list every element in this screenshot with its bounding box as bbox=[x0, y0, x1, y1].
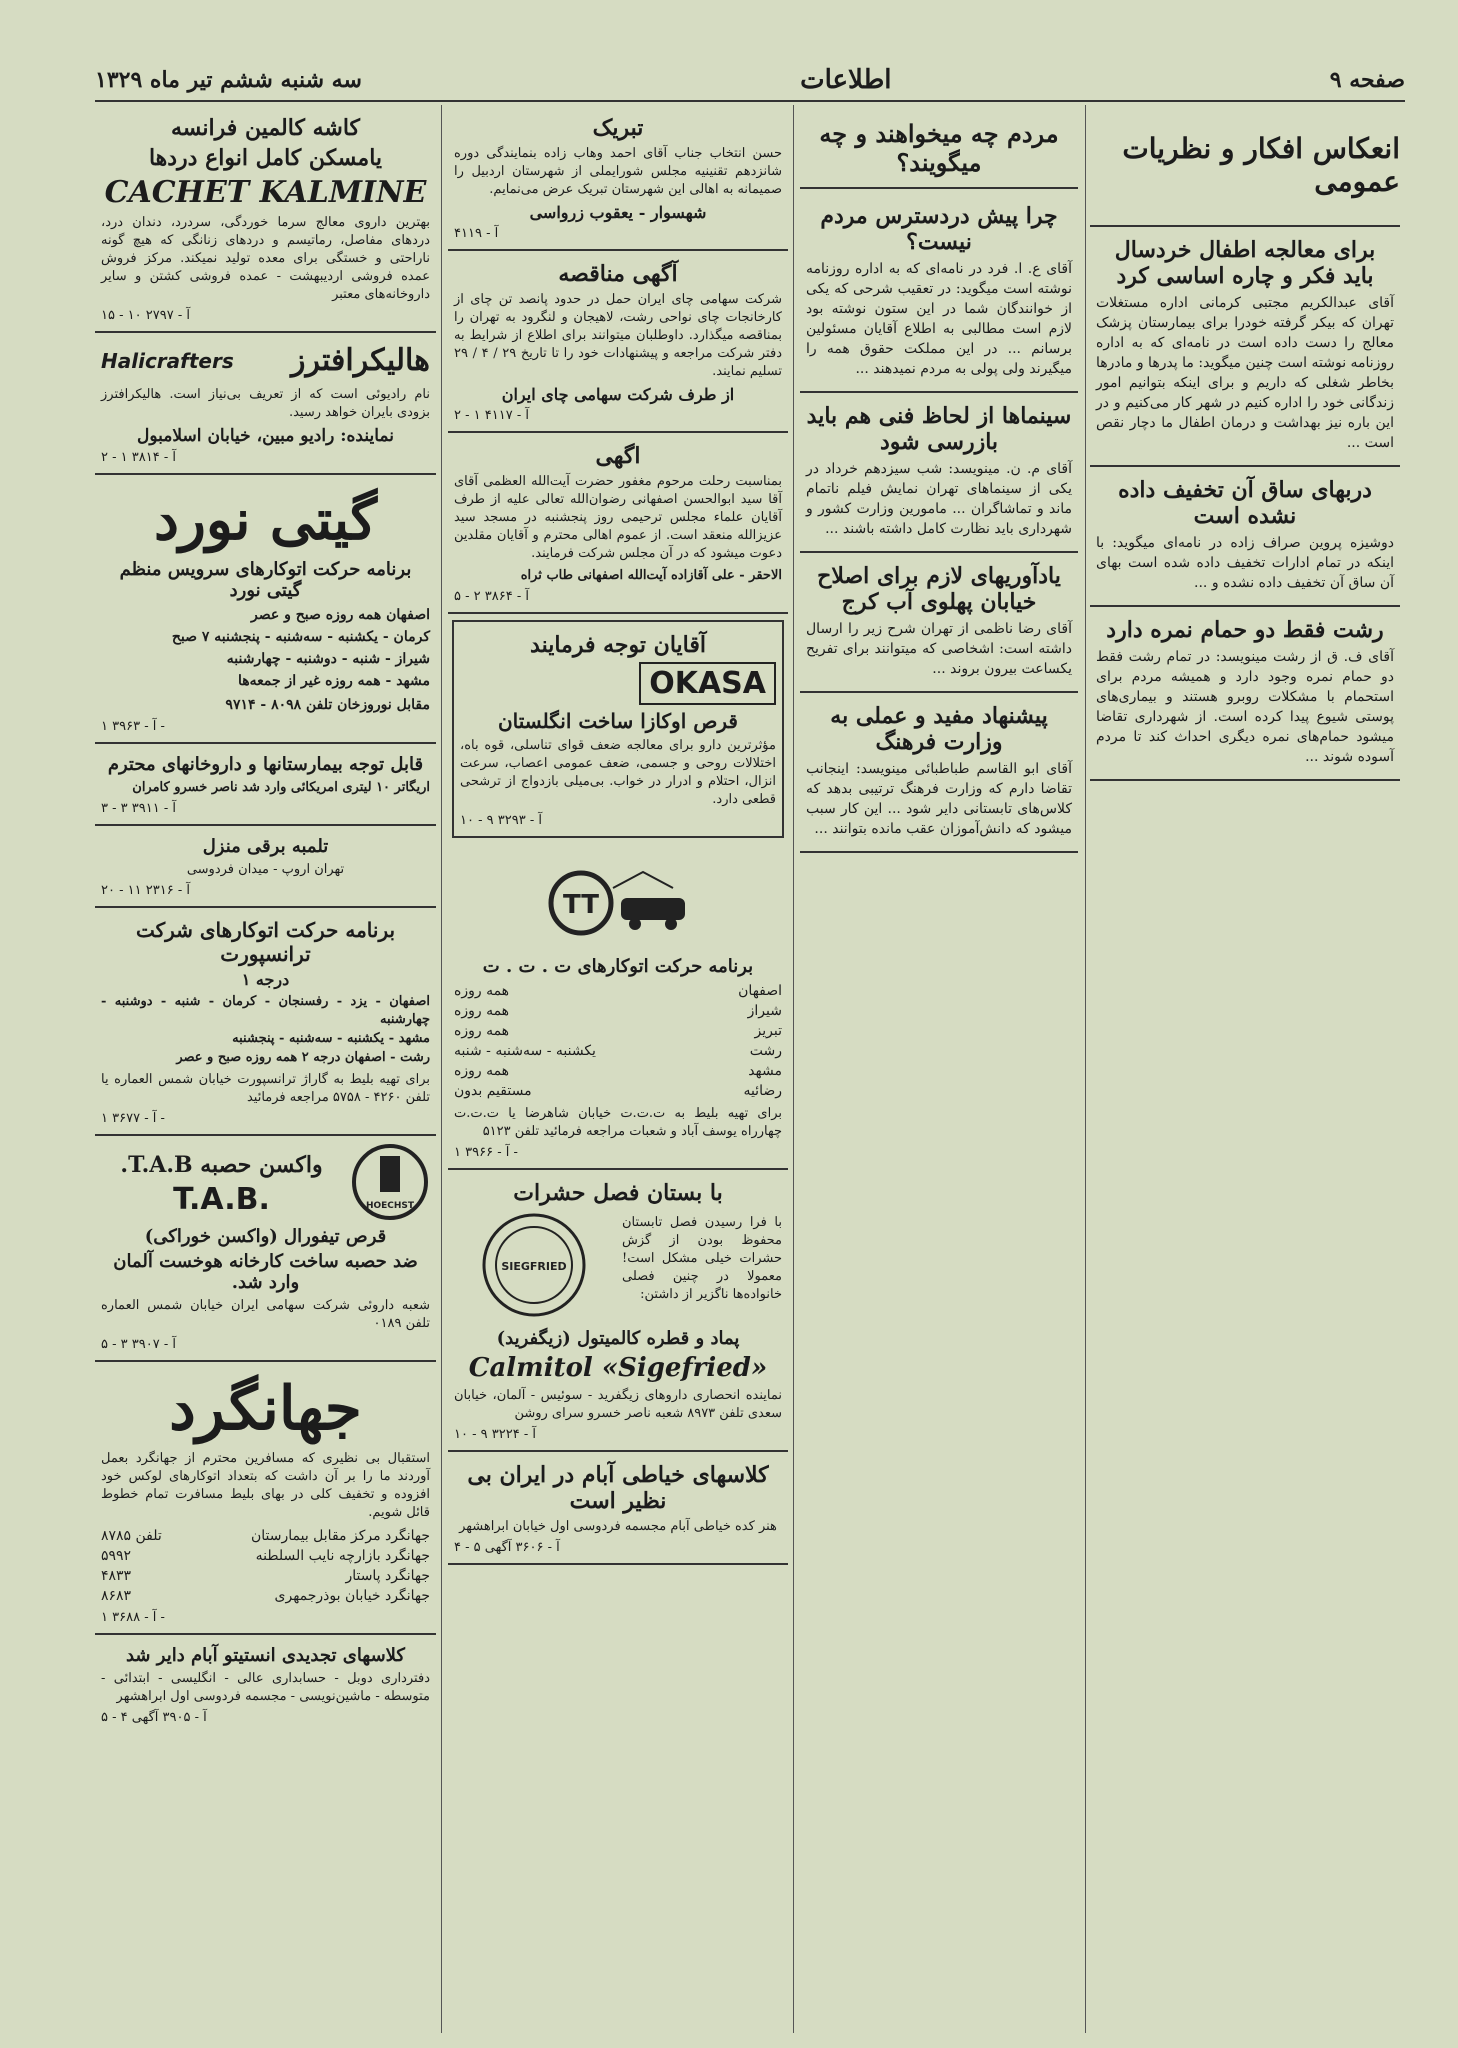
ad-title: اگهی bbox=[595, 443, 641, 469]
page-header bbox=[95, 60, 1405, 102]
section-banner bbox=[1090, 105, 1400, 227]
article-why bbox=[800, 193, 1078, 393]
ad-body: حسن انتخاب جناب آقای احمد وهاب زاده بنمایندگی دوره شانزدهم تقنینیه مجلس شورایملی از شهرستان اردبیل را صمیمانه به اهالی این شهرستان تبریک عرض می‌نمایم. bbox=[454, 146, 782, 197]
article-children bbox=[1090, 227, 1400, 467]
ttt-logo-text: TT bbox=[562, 890, 600, 920]
ad-signature: شهسوار - یعقوب زرواسی bbox=[529, 203, 707, 222]
ad-cachet-kalmine bbox=[95, 105, 436, 333]
ad-siegfried bbox=[448, 1170, 788, 1452]
ad-address: مقابل نوروزخان تلفن ۸۰۹۸ - ۹۷۱۴ bbox=[225, 697, 430, 713]
ad-body: نام رادیوئی است که از تعریف بی‌نیاز است. هالیکرافترز بزودی بایران خواهد رسید. bbox=[101, 387, 430, 420]
article-body: آقای ف. ق از رشت مینویسد: در تمام رشت فقط دو حمام نمره وجود دارد و همیشه مردم برای استحمام با مشکلات روبرو هستند و بیماری‌های پوستی شیوع پیدا کرده است. از شهرداری تقاضا میشود حمام‌های نمره دیگری احداث کند تا مردم آسوده شوند ... bbox=[1096, 649, 1394, 765]
ad-subtitle: برنامه حرکت اتوکارهای سرویس منظم گیتی نورد bbox=[119, 559, 412, 601]
ad-signature: الاحقر - علی آقازاده آیت‌الله اصفهانی طاب ثراه bbox=[520, 568, 782, 583]
section-banner-title: انعکاس افکار و نظریات عمومی bbox=[1122, 132, 1400, 198]
schedule-row: شیراز همه روزه bbox=[454, 1003, 782, 1019]
ad-hospitals bbox=[95, 744, 436, 826]
page-number: صفحه ۹ bbox=[1329, 67, 1405, 93]
ad-footer: برای تهیه بلیط به ت.ت.ت خیابان شاهرضا یا ت.ت.ت چهارراه یوسف آباد و شعبات مراجعه فرمائید تلفن ۵۱۲۳ bbox=[454, 1106, 782, 1139]
ad-title: برنامه حرکت اتوکارهای ت . ت . ت bbox=[482, 956, 754, 977]
ad-agent: نماینده: رادیو مبین، خیابان اسلامبول bbox=[137, 426, 394, 446]
ad-reference: آ - ۳۶۷۷ ۱ - bbox=[101, 1111, 165, 1126]
ad-title: کلاسهای تجدیدی انستیتو آبام دایر شد bbox=[125, 1645, 405, 1666]
brand-latin: Halicrafters bbox=[101, 348, 234, 373]
ad-reference: آ - ۳۶۸۸ ۱ - bbox=[101, 1610, 165, 1625]
schedule-row: اصفهان - یزد - رفسنجان - کرمان - شنبه - دوشنبه - چهارشنبه bbox=[101, 994, 430, 1027]
article-discount bbox=[1090, 467, 1400, 607]
ad-body: هنر کده خیاطی آبام مجسمه فردوسی اول خیابان ابراهشهر bbox=[459, 1519, 777, 1534]
ad-title: تبریک bbox=[592, 115, 644, 141]
ad-notice bbox=[448, 433, 788, 614]
schedule-row: رشت - اصفهان درجه ۲ همه روزه صبح و عصر bbox=[176, 1050, 430, 1065]
brand-name: جهانگرد bbox=[169, 1374, 362, 1444]
ad-reference: آ - ۲۳۱۶ ۱۱ - ۲۰ bbox=[101, 883, 190, 898]
schedule-row: شیراز - شنبه - دوشنبه - چهارشنبه bbox=[226, 651, 430, 667]
ad-title: کلاسهای خیاطی آبام در ایران بی نظیر است bbox=[467, 1462, 769, 1514]
schedule-row: اصفهان همه روزه صبح و عصر bbox=[251, 607, 430, 623]
ad-house-pump bbox=[95, 826, 436, 908]
ad-reference: آ - ۳۹۶۶ ۱ - bbox=[454, 1145, 518, 1160]
siegfried-logo-text: SIEGFRIED bbox=[501, 1260, 567, 1273]
column-public-opinion bbox=[1090, 105, 1400, 2033]
ad-title: واکسن حصبه T.A.B. bbox=[120, 1151, 323, 1178]
ad-body: مؤثرترین دارو برای معالجه ضعف قوای تناسلی، قوه باه، اختلالات روحی و جسمی، ضعف عمومی اعصاب، سرعت انزال، احتلام و ادرار در خواب. بی‌میلی بازدواج از ترشحی قطعی دارد. bbox=[460, 738, 776, 807]
ad-class: درجه ۱ bbox=[241, 970, 290, 989]
ad-reference: آ - ۳۹۰۵ آگهی ۴ - ۵ bbox=[101, 1710, 207, 1725]
article-cinemas bbox=[800, 393, 1078, 553]
schedule-row: رضائیه مستقیم بدون bbox=[454, 1083, 782, 1099]
product-name: پماد و قطره کالمیتول (زیگفرید) bbox=[496, 1328, 740, 1349]
brand-latin: T.A.B. bbox=[173, 1181, 270, 1217]
ad-ttt bbox=[448, 844, 788, 1170]
ad-okasa bbox=[452, 620, 784, 838]
ad-signature: از طرف شرکت سهامی چای ایران bbox=[501, 385, 735, 404]
schedule-row: اصفهان همه روزه bbox=[454, 983, 782, 999]
article-body: آقای م. ن. مینویسد: شب سیزدهم خرداد در یکی از سینماهای تهران نمایش فیلم ناتمام ماند و تماشاگران ... مامورین وزارت کشور و شهرداری باید نظارت کامل داشته باشند ... bbox=[806, 461, 1072, 537]
ad-title: کاشه کالمین فرانسه bbox=[170, 115, 361, 141]
ad-reference: آ - ۳۹۰۷ ۳ - ۵ bbox=[101, 1337, 176, 1352]
article-education bbox=[800, 693, 1078, 853]
ad-body: بمناسبت رحلت مرحوم مغفور حضرت آیت‌الله العظمی آقای آقا سید ابوالحسن اصفهانی رضوان‌الله تعالی علیه از طرف آقایان علماء مجلس ترحیمی روز پنجشنبه در مسجد سید عزیزالله منعقد است. از عموم اهالی محترم و آقایان مقلدین دعوت میشود که در آن مجلس شرکت فرمایند. bbox=[454, 474, 782, 561]
ad-title: با بستان فصل حشرات bbox=[513, 1180, 723, 1206]
branch-row: جهانگرد خیابان بوذرجمهری ۸۶۸۳ bbox=[101, 1588, 430, 1604]
okasa-logo: OKASA bbox=[639, 662, 776, 705]
branch-row: جهانگرد بازارچه نایب السلطنه ۵۹۹۲ bbox=[101, 1548, 430, 1564]
ad-reference: آ - ۳۸۶۴ ۲ - ۵ bbox=[454, 589, 529, 604]
article-body: آقای ابو القاسم طباطبائی مینویسد: اینجانب تقاضا دارم که وزارت فرهنگ ترتیبی بدهد که کلاس‌های تابستانی دایر شود ... این کار سبب میشود که دانش‌آموزان عقب مانده بتوانند ... bbox=[806, 761, 1072, 837]
ad-reference: آ - ۴۱۱۹ bbox=[454, 226, 499, 241]
article-karaj-road bbox=[800, 553, 1078, 693]
ad-subtitle: قرص تیفورال (واکسن خوراکی) bbox=[144, 1226, 387, 1247]
ad-giti-navard bbox=[95, 475, 436, 744]
ad-body: دفترداری دوبل - حسابداری عالی - انگلیسی - ابتدائی - متوسطه - ماشین‌نویسی - مجسمه فردوسی اول ابراهشهر bbox=[101, 1671, 430, 1704]
column-divider bbox=[441, 105, 442, 2033]
ad-reference: آ - ۳۸۱۴ ۱ - ۲ bbox=[101, 450, 176, 465]
brand-latin: CACHET KALMINE bbox=[104, 175, 427, 210]
ad-transport bbox=[95, 908, 436, 1136]
branch-row: جهانگرد مرکز مقابل بیمارستان تلفن ۸۷۸۵ bbox=[101, 1528, 430, 1544]
column-headline: مردم چه میخواهند و چه میگویند؟ bbox=[800, 109, 1078, 189]
schedule-row: مشهد همه روزه bbox=[454, 1063, 782, 1079]
column-ads-center bbox=[448, 105, 788, 2033]
schedule-row: تبریز همه روزه bbox=[454, 1023, 782, 1039]
ad-congratulation bbox=[448, 105, 788, 251]
article-title: چرا پیش دردسترس مردم نیست؟ bbox=[820, 203, 1058, 255]
ad-tagline: آقایان توجه فرمایند bbox=[530, 632, 706, 658]
column-people-say bbox=[800, 105, 1078, 2033]
hoechst-logo-text: HOECHST bbox=[365, 1201, 415, 1211]
ad-body: اریگاتر ۱۰ لیتری امریکائی وارد شد ناصر خسرو کامران bbox=[132, 780, 430, 795]
column-ads-left bbox=[95, 105, 436, 2033]
article-body: دوشیزه پروین صراف زاده در نامه‌ای میگوید: با اینکه در تمام ادارات تخفیف داده شده است بهای آن ساق آن تخفیف داده نشده و ... bbox=[1096, 535, 1394, 591]
ad-title: قابل توجه بیمارستانها و داروخانهای محترم bbox=[107, 754, 424, 775]
ad-reference: آ - ۴۱۱۷ ۱ - ۲ bbox=[454, 408, 529, 423]
article-title: یادآوریهای لازم برای اصلاح خیابان پهلوی آب کرج bbox=[817, 563, 1061, 615]
branch-row: جهانگرد پاستار ۴۸۳۳ bbox=[101, 1568, 430, 1584]
schedule-row: کرمان - یکشنبه - سه‌شنبه - پنجشنبه ۷ صبح bbox=[171, 629, 430, 645]
ad-footer: نماینده انحصاری داروهای زیگفرید - سوئیس - آلمان، خیابان سعدی تلفن ۸۹۷۳ شعبه ناصر خسرو سرای روشن bbox=[454, 1388, 782, 1421]
ad-tailoring bbox=[448, 1452, 788, 1565]
brand-name: هالیکرافترز bbox=[290, 343, 430, 378]
ad-subtitle: قرص اوکازا ساخت انگلستان bbox=[497, 709, 738, 733]
siegfried-logo-icon bbox=[479, 1210, 589, 1320]
schedule-row: مشهد - یکشنبه - سه‌شنبه - پنجشنبه bbox=[232, 1031, 430, 1046]
ttt-bus-logo-icon bbox=[543, 858, 693, 948]
ad-footer: شعبه داروئی شرکت سهامی ایران خیابان شمس العماره تلفن ۰۱۸۹ bbox=[101, 1298, 430, 1331]
schedule-row: مشهد - همه روزه غیر از جمعه‌ها bbox=[237, 673, 430, 689]
ad-halicrafters bbox=[95, 333, 436, 475]
ad-body: ضد حصبه ساخت کارخانه هوخست آلمان وارد شد. bbox=[113, 1251, 418, 1293]
ad-jahangard bbox=[95, 1362, 436, 1635]
article-rasht-baths bbox=[1090, 607, 1400, 781]
ad-reference: آ - ۳۹۱۱ ۳ - ۳ bbox=[101, 801, 176, 816]
product-name-latin: Calmitol «Sigefried» bbox=[468, 1353, 768, 1383]
ad-body: با فرا رسیدن فصل تابستان محفوظ بودن از گزش حشرات خیلی مشکل است! معمولا در چنین فصلی خانواده‌ها ناگزیر از داشتن: bbox=[622, 1215, 782, 1302]
ad-tab-vaccine bbox=[95, 1136, 436, 1362]
ad-title: برنامه حرکت اتوکارهای شرکت ترانسپورت bbox=[135, 918, 396, 966]
ad-abam-institute bbox=[95, 1635, 436, 1733]
ad-reference: آ - ۳۲۲۴ ۹ - ۱۰ bbox=[454, 1427, 536, 1442]
article-body: آقای ع. ا. فرد در نامه‌ای که به اداره روزنامه نوشته است میگوید: در تعقیب شرحی که یکی از خوانندگان شما در این ستون نوشته بود لازم است مطالبی به اطلاع آقایان مسئولین برسانم ... در این مملکت حقوق همه را میگیرند ولی پولی به مردم نمیدهند ... bbox=[806, 261, 1072, 377]
ad-body: شرکت سهامی چای ایران حمل در حدود پانصد تن چای از کارخانجات چای نواحی رشت، لاهیجان و لنگرود به تهران را بمناقصه میگذارد. داوطلبان میتوانند برای اطلاع از شرایط به دفتر شرکت مراجعه و پیشنهادات خود را تا تاریخ ۲۹ / ۴ / ۲۹ تسلیم نمایند. bbox=[454, 292, 782, 379]
ad-reference: آ - ۳۲۹۳ ۹ - ۱۰ bbox=[460, 813, 542, 828]
article-title: پیشنهاد مفید و عملی به وزارت فرهنگ bbox=[830, 703, 1048, 755]
ad-reference: آ - ۲۷۹۷ ۱۰ - ۱۵ bbox=[101, 308, 190, 323]
ad-reference: آ - ۳۶۰۶ آگهی ۵ - ۴ bbox=[454, 1540, 560, 1555]
ad-body: استقبال بی نظیری که مسافرین محترم از جهانگرد بعمل آوردند ما را بر آن داشت که بتعداد اتوکارهای لوکس خود افزوده و تخفیف کلی در بهای بلیط مسافرت تمام خطوط قائل شویم. bbox=[101, 1451, 430, 1520]
brand-name: گیتی نورد bbox=[153, 487, 378, 553]
article-title: سینماها از لحاظ فنی هم باید بازرسی شود bbox=[806, 403, 1072, 455]
hoechst-logo-icon bbox=[350, 1142, 430, 1222]
ad-body: بهترین داروی معالج سرما خوردگی، سردرد، دندان درد، دردهای مفاصل، رماتیسم و دردهای زنانگی که هیچ گونه ناراحتی و خستگی برای معده تولید نمیکند. مرکز فروش عمده فروشی اردیبهشت - عمده فروشی کشتن و سایر داروخانه‌های معتبر bbox=[101, 215, 430, 302]
paper-name: اطلاعات bbox=[800, 65, 892, 95]
article-title: برای معالجه اطفال خردسال باید فکر و چاره اساسی کرد bbox=[1114, 237, 1376, 289]
schedule-row: رشت یکشنبه - سه‌شنبه - شنبه bbox=[454, 1043, 782, 1059]
article-body: آقای رضا ناظمی از تهران شرح زیر را ارسال داشته است: اشخاصی که میتوانند برای تفریح یکساعت بیرون بروند ... bbox=[806, 621, 1072, 677]
issue-date: سه شنبه ششم تیر ماه ۱۳۲۹ bbox=[95, 67, 362, 93]
ad-title: تلمبه برقی منزل bbox=[202, 836, 329, 857]
ad-title: آگهی مناقصه bbox=[558, 261, 678, 287]
column-divider bbox=[793, 105, 794, 2033]
article-title: رشت فقط دو حمام نمره دارد bbox=[1106, 617, 1384, 643]
article-body: آقای عبدالکریم مجتبی کرمانی اداره مستغلات تهران که بیکر گرفته خودرا برای بیمارستان پزشک معالج را دست داده است در نامه‌ای که به اداره روزنامه نوشته است چنین میگوید: ما پدرها و مادرها بخاطر شغلی که داریم و برای اینکه بتوانیم امور زندگانی خود را اداره کنیم در شهر کار می‌کنیم و در این باره نیز بهداشت و درمان اطفال ما دچار نقص است ... bbox=[1095, 295, 1394, 451]
ad-tender bbox=[448, 251, 788, 433]
ad-subtitle: یامسکن کامل انواع دردها bbox=[148, 145, 383, 171]
column-divider bbox=[1085, 105, 1086, 2033]
ad-reference: آ - ۳۹۶۳ ۱ - bbox=[101, 719, 165, 734]
ad-body: تهران اروپ - میدان فردوسی bbox=[186, 862, 345, 877]
article-title: دربهای ساق آن تخفیف داده نشده است bbox=[1118, 477, 1372, 529]
ad-footer: برای تهیه بلیط به گاراژ ترانسپورت خیابان شمس العماره یا تلفن ۴۲۶۰ - ۵۷۵۸ مراجعه فرمائید bbox=[101, 1072, 430, 1105]
